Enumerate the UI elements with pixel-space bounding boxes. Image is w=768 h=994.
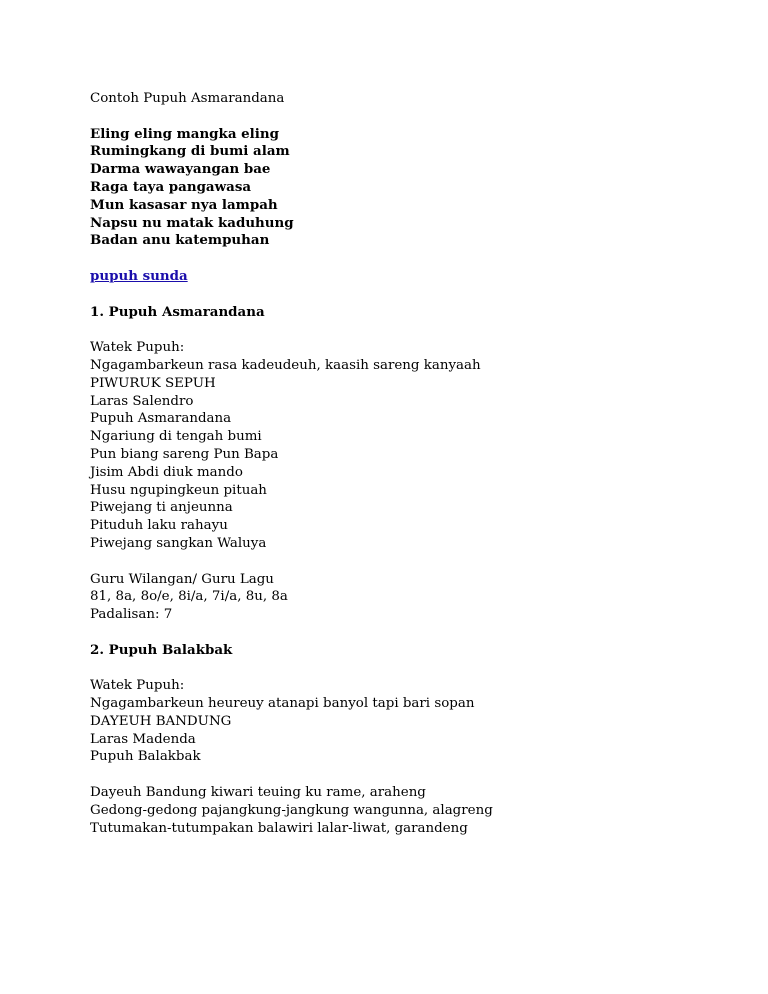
spacer: [90, 624, 730, 642]
song-title: PIWURUK SEPUH: [90, 375, 216, 391]
spacer: [90, 321, 730, 339]
spacer: [90, 108, 730, 126]
poem-line: Mun kasasar nya lampah: [90, 196, 278, 213]
watek-label: Watek Pupuh:: [90, 340, 185, 356]
lyric-line: Jisim Abdi diuk mando: [90, 464, 243, 480]
poem-line: Badan anu katempuhan: [90, 232, 270, 249]
poem-line: Eling eling mangka eling: [90, 125, 279, 142]
lyric-line: Piwejang sangkan Waluya: [90, 535, 267, 551]
song-title: DAYEUH BANDUNG: [90, 713, 232, 729]
pupuh-sunda-link[interactable]: pupuh sunda: [90, 267, 188, 284]
guru-label: Guru Wilangan/ Guru Lagu: [90, 571, 274, 587]
lyric-line: Pun biang sareng Pun Bapa: [90, 446, 279, 462]
laras-text: Laras Madenda: [90, 731, 196, 747]
pupuh-name: Pupuh Balakbak: [90, 749, 201, 765]
spacer: [90, 766, 730, 784]
section-asmarandana: [90, 304, 730, 624]
guru-values: 81, 8a, 8o/e, 8i/a, 7i/a, 8u, 8a: [90, 589, 288, 605]
watek-text: Ngagambarkeun rasa kadeudeuh, kaasih sareng kanyaah: [90, 357, 481, 373]
lyric-line: Gedong-gedong pajangkung-jangkung wangunna, alagreng: [90, 802, 493, 818]
watek-text: Ngagambarkeun heureuy atanapi banyol tapi bari sopan: [90, 696, 475, 712]
spacer: [90, 250, 730, 268]
poem-line: Napsu nu matak kaduhung: [90, 214, 294, 231]
pupuh-name: Pupuh Asmarandana: [90, 411, 232, 427]
poem-line: Rumingkang di bumi alam: [90, 143, 290, 160]
section-balakbak: [90, 642, 730, 838]
laras-text: Laras Salendro: [90, 393, 194, 409]
poem-line: Darma wawayangan bae: [90, 161, 271, 178]
lyric-line: Tutumakan-tutumpakan balawiri lalar-liwat, garandeng: [90, 820, 468, 836]
section-heading: 2. Pupuh Balakbak: [90, 641, 233, 658]
spacer: [90, 553, 730, 571]
padalisan-text: Padalisan: 7: [90, 607, 173, 623]
lyric-line: Pituduh laku rahayu: [90, 518, 228, 534]
document-body: [90, 90, 730, 837]
section-heading: 1. Pupuh Asmarandana: [90, 303, 265, 320]
watek-label: Watek Pupuh:: [90, 678, 185, 694]
intro-poem: [90, 126, 730, 251]
poem-line: Raga taya pangawasa: [90, 178, 252, 195]
spacer: [90, 660, 730, 678]
spacer: [90, 286, 730, 304]
lyric-line: Husu ngupingkeun pituah: [90, 482, 267, 498]
lyric-line: Ngariung di tengah bumi: [90, 429, 262, 445]
lyric-line: Dayeuh Bandung kiwari teuing ku rame, araheng: [90, 785, 426, 801]
document-title: Contoh Pupuh Asmarandana: [90, 91, 285, 106]
lyric-line: Piwejang ti anjeunna: [90, 500, 233, 516]
